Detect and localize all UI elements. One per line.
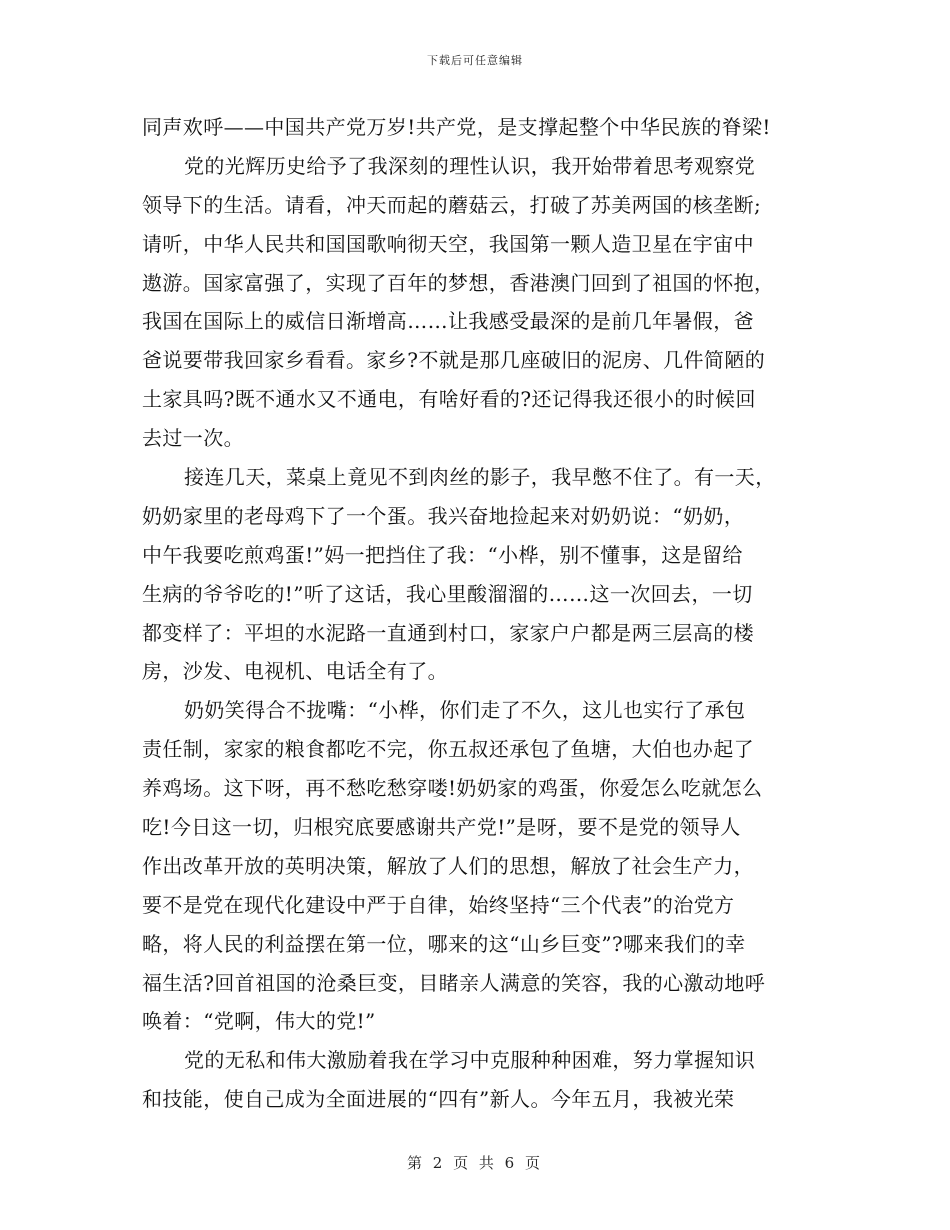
text-line: 中午我要吃煎鸡蛋!”妈一把挡住了我：“小桦，别不懂事，这是留给 [142,542,743,567]
text-line: 土家具吗?既不通水又不通电，有啥好看的?还记得我还很小的时候回 [142,387,756,412]
paragraph-start-line: 奶奶笑得合不拢嘴：“小桦，你们走了不久，这儿也实行了承包 [184,698,746,723]
page-header-note: 下载后可任意编辑 [427,54,523,67]
text-line: 和技能，使自己成为全面进展的“四有”新人。今年五月，我被光荣 [142,1087,735,1112]
text-line: 请听，中华人民共和国国歌响彻天空，我国第一颗人造卫星在宇宙中 [142,231,754,256]
text-line: 领导下的生活。请看，冲天而起的蘑菇云，打破了苏美两国的核垄断; [142,192,762,217]
paragraph-start-line: 接连几天，菜桌上竟见不到肉丝的影子，我早憋不住了。有一天， [184,465,776,490]
text-line: 养鸡场。这下呀，再不愁吃愁穿喽!奶奶家的鸡蛋，你爱怎么吃就怎么 [142,776,763,801]
text-line: 福生活?回首祖国的沧桑巨变，目睹亲人满意的笑容，我的心激动地呼 [142,970,766,995]
text-line: 作出改革开放的英明决策，解放了人们的思想，解放了社会生产力， [142,853,754,878]
text-line: 同声欢呼——中国共产党万岁!共产党，是支撑起整个中华民族的脊梁! [142,115,771,139]
text-line: 我国在国际上的威信日渐增高……让我感受最深的是前几年暑假，爸 [142,309,754,334]
text-line: 房，沙发、电视机、电话全有了。 [142,659,448,684]
paragraph-start-line: 党的光辉历史给予了我深刻的理性认识，我开始带着思考观察党 [184,153,756,178]
text-line: 爸说要带我回家乡看看。家乡?不就是那几座破旧的泥房、几件简陋的 [142,348,766,373]
text-line: 唤着：“党啊，伟大的党!” [142,1009,376,1034]
text-line: 略，将人民的利益摆在第一位，哪来的这“山乡巨变”?哪来我们的幸 [142,931,746,956]
page-number-footer: 第 2 页 共 6 页 [407,1154,543,1172]
text-line: 遨游。国家富强了，实现了百年的梦想，香港澳门回到了祖国的怀抱， [142,270,775,295]
text-line: 去过一次。 [142,426,244,451]
text-line: 生病的爷爷吃的!”听了这话，我心里酸溜溜的……这一次回去，一切 [142,581,753,606]
text-line: 奶奶家里的老母鸡下了一个蛋。我兴奋地捡起来对奶奶说：“奶奶， [142,503,745,528]
text-line: 要不是党在现代化建设中严于自律，始终坚持“三个代表”的治党方 [142,892,735,917]
document-body [142,108,814,1119]
text-line: 责任制，家家的粮食都吃不完，你五叔还承包了鱼塘，大伯也办起了 [142,737,754,762]
paragraph-start-line: 党的无私和伟大激励着我在学习中克服种种困难，努力掌握知识 [184,1048,756,1073]
text-line: 吃!今日这一切，归根究底要感谢共产党!”是呀，要不是党的领导人 [142,815,741,840]
text-line: 都变样了：平坦的水泥路一直通到村口，家家户户都是两三层高的楼 [142,620,754,645]
